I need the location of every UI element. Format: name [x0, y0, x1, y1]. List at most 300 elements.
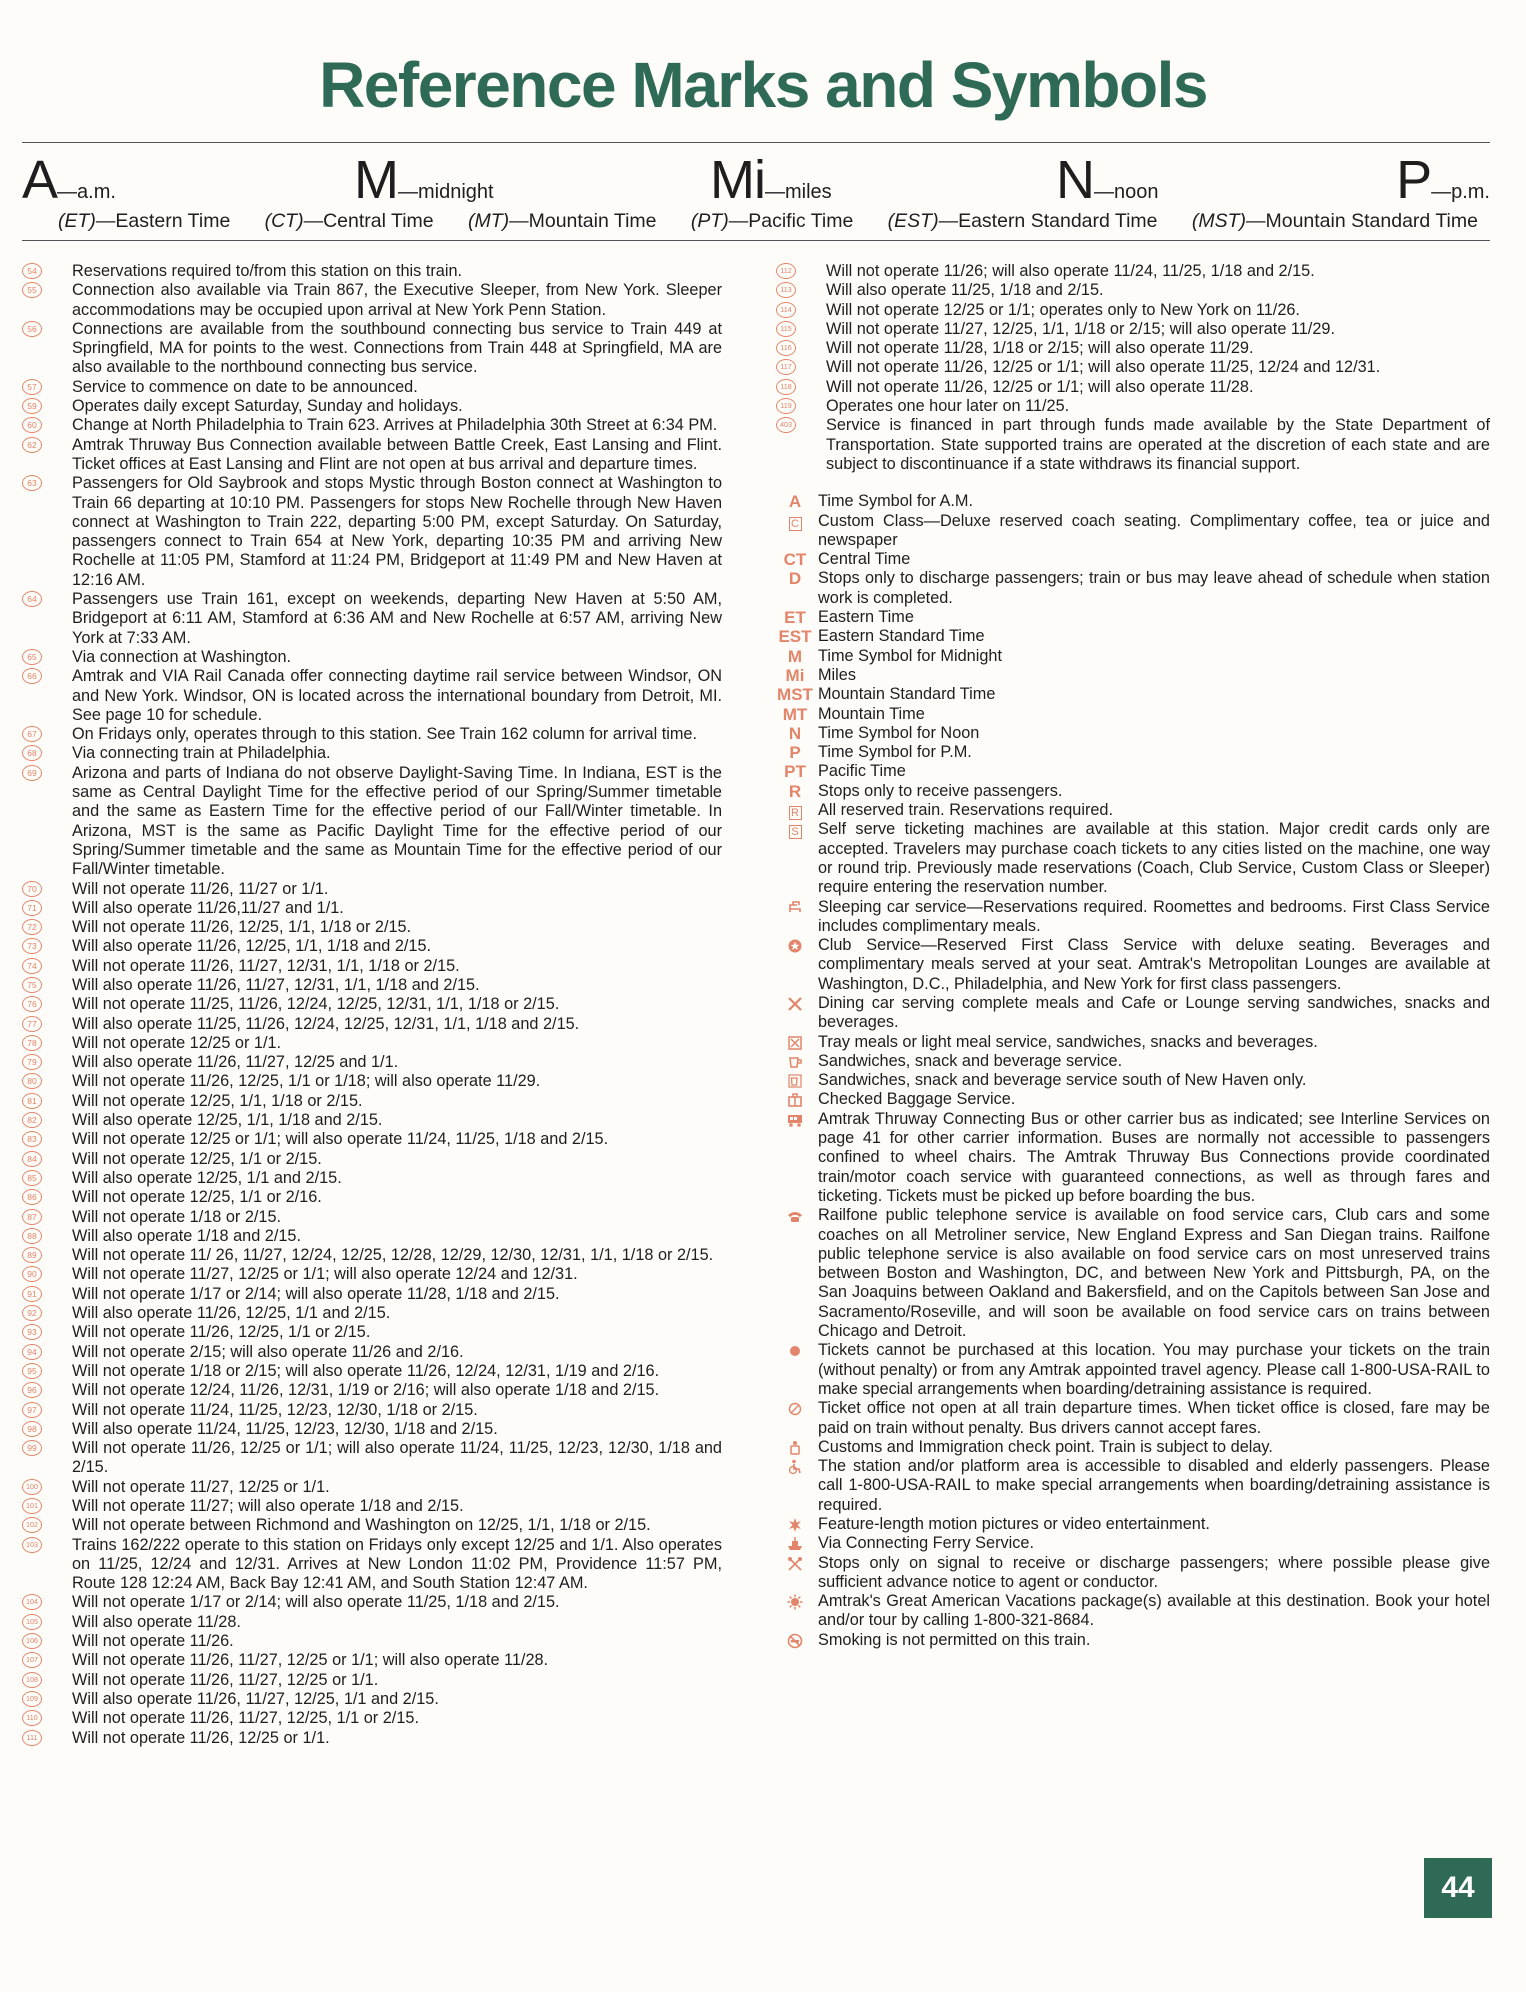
time-zone-label: —Eastern Standard Time	[938, 210, 1158, 232]
note-number-badge: 54	[22, 263, 42, 279]
note-number-badge: 81	[22, 1093, 42, 1109]
note-number-badge: 88	[22, 1228, 42, 1244]
symbol-entry	[776, 512, 1490, 551]
symbol-description: Eastern Standard Time	[818, 627, 985, 646]
reference-note	[22, 1285, 722, 1304]
note-text: Will not operate 11/27, 12/25, 1/1, 1/18 or 2/15; will also operate 11/29.	[826, 319, 1335, 338]
note-number-badge: 73	[22, 938, 42, 954]
symbol-abbreviation: D	[788, 569, 802, 589]
note-text: Will not operate 11/ 26, 11/27, 12/24, 12/25, 12/28, 12/29, 12/30, 12/31, 1/1, 1/18 or 2/15.	[72, 1246, 714, 1265]
note-text: Will not operate 12/25 or 1/1.	[72, 1033, 282, 1052]
reference-note	[22, 1420, 722, 1439]
note-text: Reservations required to/from this station on this train.	[72, 262, 463, 280]
symbol-abbreviation: PT	[784, 762, 806, 782]
note-number-badge: 117	[776, 359, 796, 375]
reference-note	[22, 976, 722, 995]
symbol-entry	[776, 1033, 1490, 1052]
time-zone-item	[888, 210, 1158, 233]
note-text: Change at North Philadelphia to Train 623. Arrives at Philadelphia 30th Street at 6:34 PM.	[72, 416, 718, 435]
reference-note	[776, 378, 1490, 397]
reference-note	[22, 1401, 722, 1420]
symbol-description: Time Symbol for Midnight	[818, 646, 1002, 665]
symbol-entry	[776, 705, 1490, 724]
mark-miles: Mi—miles	[710, 150, 832, 210]
symbol-description: Self serve ticketing machines are available at this station. Major credit cards only are accepted. Travelers may purchase coach tickets to any cities listed on the machine, one way or round trip. Previously made reservations (Coach, Club Service, Custom Class or Sleeper) require entering the reservation number.	[818, 820, 1490, 897]
mark-midnight: M—midnight	[354, 150, 494, 210]
baggage-icon	[776, 1090, 814, 1109]
note-number-badge: 112	[776, 263, 796, 279]
symbol-entry	[776, 1534, 1490, 1553]
time-zone-item	[265, 210, 434, 233]
time-zone-abbr: (PT)	[690, 210, 729, 232]
reference-note	[22, 590, 722, 648]
symbol-entry	[776, 550, 1490, 569]
symbol-description: Stops only to receive passengers.	[818, 781, 1063, 800]
note-text: Will not operate 11/27; will also operate 1/18 and 2/15.	[72, 1497, 464, 1515]
symbol-description: Pacific Time	[818, 762, 906, 781]
symbol-description: Stops only on signal to receive or discharge passengers; where possible please give sufficient advance notice to agent or conductor.	[818, 1553, 1490, 1591]
telephone-icon	[776, 1206, 814, 1225]
symbol-description: Eastern Time	[818, 608, 914, 627]
reference-note	[776, 358, 1490, 377]
note-number-badge: 91	[22, 1286, 42, 1302]
time-zone-item	[468, 210, 657, 233]
symbol-description: Amtrak's Great American Vacations package(s) available at this destination. Book your hotel and/or tour by calling 1-800-321-8684.	[818, 1592, 1490, 1630]
time-zone-abbr: (MT)	[467, 210, 510, 232]
bus-icon	[776, 1110, 814, 1129]
note-number-badge: 71	[22, 900, 42, 916]
sleeper-icon	[776, 898, 814, 917]
reference-note	[22, 378, 722, 397]
reference-note	[22, 1150, 722, 1169]
note-text: Will not operate 1/17 or 2/14; will also operate 11/28, 1/18 and 2/15.	[72, 1284, 560, 1303]
note-text: Will also operate 12/25, 1/1, 1/18 and 2/15.	[72, 1111, 383, 1130]
symbol-description: Mountain Standard Time	[818, 685, 996, 704]
reference-note	[22, 899, 722, 918]
flag-stop-icon	[776, 1554, 814, 1573]
reference-note	[22, 1265, 722, 1284]
note-text: Will not operate 11/26, 12/25, 1/1, 1/18 or 2/15.	[72, 918, 412, 937]
note-number-badge: 105	[22, 1614, 42, 1630]
symbol-description: Mountain Time	[818, 704, 925, 723]
symbol-description: Central Time	[818, 550, 911, 569]
note-number-badge: 99	[22, 1440, 42, 1456]
time-zone-label: —Mountain Standard Time	[1245, 210, 1478, 232]
symbol-abbreviation: EST	[778, 627, 812, 647]
note-number-badge: 119	[776, 398, 796, 414]
symbol-entry	[776, 1438, 1490, 1457]
symbol-description: The station and/or platform area is accessible to disabled and elderly passengers. Please call 1-800-USA-RAIL to make special arrangements when boarding/detraining assistance is required.	[818, 1457, 1490, 1514]
time-marks-row	[22, 150, 1490, 210]
note-number-badge: 62	[22, 437, 42, 453]
no-ticket-office-icon	[776, 1399, 814, 1418]
symbol-description: Railfone public telephone service is available on food service cars, Club cars and some coaches on all Metroliner service, New England Express and San Diegan trains. Railfone public telephone service is also available on food service cars on most unreserved trains between Boston and Washington, DC, and between New York and Pittsburgh, PA, on the San Joaquins between Oakland and Bakersfield, and on the Capitols between San Jose and Sacramento/Roseville, and will soon be available on food service cars on trains between Chicago and Detroit.	[818, 1206, 1490, 1341]
note-number-badge: 98	[22, 1421, 42, 1437]
note-text: Will not operate between Richmond and Washington on 12/25, 1/1, 1/18 or 2/15.	[72, 1516, 651, 1535]
symbol-entry	[776, 1554, 1490, 1593]
symbol-abbreviation: A	[788, 492, 802, 512]
symbol-entry	[776, 1515, 1490, 1534]
reference-note	[22, 957, 722, 976]
note-number-badge: 86	[22, 1189, 42, 1205]
note-text: Service is financed in part through funds made available by the State Department of Transportation. State supported trains are operated at the discretion of each state and are subject to discontinuance if a state withdraws its financial support.	[826, 416, 1490, 473]
note-text: Will not operate 11/26, 11/27, 12/31, 1/1, 1/18 or 2/15.	[72, 956, 460, 975]
header-divider	[22, 240, 1490, 241]
reference-note	[22, 1227, 722, 1246]
note-number-badge: 79	[22, 1054, 42, 1070]
note-text: Via connecting train at Philadelphia.	[72, 744, 331, 763]
reference-note	[22, 1497, 722, 1516]
symbol-entry	[776, 608, 1490, 627]
symbol-description: Sleeping car service—Reservations required. Roomettes and bedrooms. First Class Service includes complimentary meals.	[818, 897, 1490, 935]
note-text: Will not operate 11/26, 11/27, 12/25, 1/1 or 2/15.	[72, 1709, 419, 1728]
cup-partial-icon	[776, 1071, 814, 1090]
symbol-description: Miles	[818, 665, 856, 684]
note-number-badge: 85	[22, 1170, 42, 1186]
note-number-badge: 97	[22, 1402, 42, 1418]
top-divider	[22, 142, 1490, 143]
note-text: Will also operate 11/26, 11/27, 12/25, 1/1 and 2/15.	[72, 1689, 439, 1708]
note-number-badge: 57	[22, 379, 42, 395]
reference-note	[22, 1478, 722, 1497]
note-text: Will also operate 1/18 and 2/15.	[72, 1226, 301, 1245]
reference-note	[22, 1092, 722, 1111]
reference-note	[22, 1343, 722, 1362]
dining-icon	[776, 994, 814, 1013]
note-number-badge: 66	[22, 668, 42, 684]
numbered-notes-right	[776, 262, 1490, 474]
note-number-badge: 103	[22, 1537, 42, 1553]
symbol-entry	[776, 569, 1490, 608]
symbol-abbreviation: M	[787, 646, 803, 666]
symbol-entry	[776, 994, 1490, 1033]
reference-note	[22, 262, 722, 281]
symbol-entry	[776, 1592, 1490, 1631]
note-number-badge: 95	[22, 1363, 42, 1379]
note-text: Will not operate 2/15; will also operate 11/26 and 2/16.	[72, 1342, 464, 1361]
reference-note	[776, 281, 1490, 300]
symbol-abbreviation: N	[788, 723, 802, 743]
symbol-entry	[776, 685, 1490, 704]
note-number-badge: 113	[776, 282, 796, 298]
reference-note	[22, 1439, 722, 1478]
boxed-letter: S	[789, 825, 802, 839]
time-zone-abbr: (EST)	[887, 210, 939, 232]
boxed-letter: C	[789, 517, 802, 531]
note-number-badge: 114	[776, 302, 796, 318]
note-number-badge: 110	[22, 1710, 42, 1726]
wheelchair-icon	[776, 1457, 814, 1476]
reference-note	[22, 1111, 722, 1130]
note-text: Will not operate 12/25, 1/1 or 2/16.	[72, 1188, 322, 1207]
note-text: On Fridays only, operates through to this station. See Train 162 column for arrival time.	[72, 725, 698, 744]
symbol-description: Ticket office not open at all train departure times. When ticket office is closed, fare may be paid on train without penalty. Bus drivers cannot accept fares.	[818, 1399, 1490, 1437]
symbol-description: Custom Class—Deluxe reserved coach seating. Complimentary coffee, tea or juice and newspaper	[818, 511, 1490, 549]
reference-note	[776, 397, 1490, 416]
note-number-badge: 403	[776, 417, 796, 433]
boxed-c-symbol	[776, 512, 814, 531]
boxed-r-symbol	[776, 801, 814, 820]
tray-meal-icon	[776, 1033, 814, 1052]
reference-note	[22, 918, 722, 937]
reference-note	[22, 725, 722, 744]
reference-note	[22, 1671, 722, 1690]
club-service-icon	[776, 936, 814, 955]
symbol-description: Checked Baggage Service.	[818, 1090, 1016, 1109]
reference-note	[22, 995, 722, 1014]
note-number-badge: 89	[22, 1247, 42, 1263]
note-text: Will not operate 11/25, 11/26, 12/24, 12/25, 12/31, 1/1, 1/18 or 2/15.	[72, 995, 560, 1014]
reference-note	[776, 339, 1490, 358]
symbol-entry	[776, 801, 1490, 820]
note-number-badge: 76	[22, 996, 42, 1012]
note-number-badge: 104	[22, 1594, 42, 1610]
note-number-badge: 87	[22, 1209, 42, 1225]
symbol-entry	[776, 936, 1490, 994]
note-number-badge: 78	[22, 1035, 42, 1051]
reference-note	[22, 1188, 722, 1207]
symbol-description: Via Connecting Ferry Service.	[818, 1534, 1034, 1553]
note-text: Will not operate 11/26, 12/25 or 1/1; will also operate 11/28.	[826, 377, 1254, 396]
note-number-badge: 80	[22, 1073, 42, 1089]
reference-notes-left	[22, 262, 722, 1748]
note-text: Passengers for Old Saybrook and stops Mystic through Boston connect at Washington to Train 66 departing at 10:10 PM. Passengers for stops New Rochelle through New Haven connect at Washington to Train 222, departing 5:00 PM, except Saturday. On Saturday, passengers connect to Train 654 at New York, departing 10:35 PM and arriving New Rochelle at 11:05 PM, Stamford at 11:24 PM, Bridgeport at 11:49 PM and New Haven at 12:16 AM.	[72, 474, 722, 589]
reference-note	[22, 320, 722, 378]
note-number-badge: 60	[22, 417, 42, 433]
note-number-badge: 65	[22, 649, 42, 665]
symbol-entry	[776, 743, 1490, 762]
reference-note	[776, 320, 1490, 339]
time-zone-label: —Eastern Time	[95, 210, 231, 232]
reference-note	[22, 764, 722, 880]
reference-note	[22, 648, 722, 667]
boxed-letter: R	[789, 806, 802, 820]
boxed-s-symbol	[776, 820, 814, 839]
note-text: Will also operate 11/26, 12/25, 1/1 and 2/15.	[72, 1304, 391, 1323]
reference-note	[22, 1130, 722, 1149]
reference-note	[22, 1651, 722, 1670]
symbol-description: Time Symbol for P.M.	[818, 743, 972, 762]
note-number-badge: 56	[22, 321, 42, 337]
note-text: Connections are available from the southbound connecting bus service to Train 449 at Springfield, MA for points to the west. Connections from Train 448 at Springfield, MA are also available to the northbound connecting bus service.	[72, 319, 722, 377]
note-text: Will also operate 11/28.	[72, 1612, 241, 1631]
note-number-badge: 109	[22, 1691, 42, 1707]
note-number-badge: 92	[22, 1305, 42, 1321]
vacations-icon	[776, 1592, 814, 1611]
note-number-badge: 67	[22, 726, 42, 742]
note-text: Will also operate 11/26, 11/27, 12/31, 1/1, 1/18 and 2/15.	[72, 975, 480, 994]
note-text: Operates daily except Saturday, Sunday and holidays.	[72, 397, 463, 416]
symbol-entry	[776, 666, 1490, 685]
note-text: Will not operate 12/25 or 1/1; will also operate 11/24, 11/25, 1/18 and 2/15.	[72, 1130, 609, 1149]
symbol-description: Time Symbol for Noon	[818, 723, 980, 742]
note-number-badge: 93	[22, 1324, 42, 1340]
dot-icon	[776, 1341, 814, 1360]
symbol-abbreviation: ET	[784, 608, 806, 628]
note-number-badge: 94	[22, 1344, 42, 1360]
symbol-entry	[776, 820, 1490, 897]
note-text: Will also operate 11/26, 12/25, 1/1, 1/18 and 2/15.	[72, 937, 432, 956]
note-text: Will not operate 11/26, 12/25, 1/1 or 1/18; will also operate 11/29.	[72, 1072, 541, 1091]
mark-am: A—a.m.	[22, 150, 116, 210]
symbol-description: Tickets cannot be purchased at this location. You may purchase your tickets on the train (without penalty) or from any Amtrak appointed travel agency. Please call 1-800-USA-RAIL to make special arrangements when boarding/detraining assistance is required.	[818, 1341, 1490, 1398]
reference-note	[22, 1323, 722, 1342]
no-smoking-icon	[776, 1631, 814, 1650]
symbol-abbreviation: MT	[782, 704, 808, 724]
reference-note	[22, 1015, 722, 1034]
symbol-abbreviation: MST	[777, 685, 813, 705]
symbol-abbreviation: Mi	[785, 665, 805, 685]
symbol-description: Stops only to discharge passengers; train or bus may leave ahead of schedule when station work is completed.	[818, 569, 1490, 607]
reference-note	[776, 301, 1490, 320]
note-text: Will also operate 11/25, 1/18 and 2/15.	[826, 281, 1104, 300]
note-number-badge: 108	[22, 1672, 42, 1688]
note-number-badge: 83	[22, 1131, 42, 1147]
symbol-entry	[776, 724, 1490, 743]
time-zone-item	[1192, 210, 1478, 233]
note-text: Will not operate 12/24, 11/26, 12/31, 1/19 or 2/16; will also operate 1/18 and 2/15.	[72, 1381, 660, 1400]
reference-note	[22, 880, 722, 899]
note-text: Trains 162/222 operate to this station on Fridays only except 12/25 and 1/1. Also operates on 11/25, 12/24 and 12/31. Arrives at New London 11:02 PM, Providence 11:57 PM, Route 128 12:24 AM, Back Bay 12:41 AM, and South Station 12:47 AM.	[72, 1535, 722, 1593]
symbol-description: Dining car serving complete meals and Cafe or Lounge serving sandwiches, snacks and beverages.	[818, 993, 1490, 1032]
reference-note	[22, 1381, 722, 1400]
reference-note	[22, 474, 722, 590]
note-number-badge: 77	[22, 1016, 42, 1032]
time-zone-row	[58, 210, 1478, 233]
note-number-badge: 102	[22, 1517, 42, 1533]
symbol-entry	[776, 1052, 1490, 1071]
symbol-entry	[776, 898, 1490, 937]
symbol-legend	[776, 492, 1490, 1650]
reference-note	[22, 436, 722, 475]
note-text: Will not operate 1/17 or 2/14; will also operate 11/25, 1/18 and 2/15.	[72, 1593, 560, 1612]
reference-note	[22, 1613, 722, 1632]
time-zone-abbr: (MST)	[1191, 210, 1246, 232]
symbol-entry	[776, 647, 1490, 666]
reference-note	[22, 1169, 722, 1188]
note-number-badge: 69	[22, 765, 42, 781]
reference-note	[22, 1536, 722, 1594]
symbol-entry	[776, 1457, 1490, 1515]
note-number-badge: 116	[776, 340, 796, 356]
note-text: Will not operate 11/26, 11/27 or 1/1.	[72, 879, 329, 898]
customs-icon	[776, 1438, 814, 1457]
symbol-description: Sandwiches, snack and beverage service south of New Haven only.	[818, 1071, 1307, 1090]
note-text: Will not operate 11/26.	[72, 1632, 234, 1651]
reference-note	[22, 1362, 722, 1381]
note-number-badge: 75	[22, 977, 42, 993]
note-text: Arizona and parts of Indiana do not observe Daylight-Saving Time. In Indiana, EST is the same as Central Daylight Time for the effective period of our Spring/Summer timetable and the same as Eastern Time for the effective period of our Fall/Winter timetable. In Arizona, MST is the same as Pacific Daylight Time for the effective period of our Spring/Summer timetable and the same as Mountain Time for the effective period of our Fall/Winter timetable.	[72, 763, 722, 879]
reference-notes-right	[776, 262, 1490, 1650]
symbol-description: Club Service—Reserved First Class Service with deluxe seating. Beverages and complimentary meals served at your seat. Amtrak's Metropolitan Lounges are available at Washington, D.C., Philadelphia, and New York for first class passengers.	[818, 936, 1490, 993]
cup-icon	[776, 1052, 814, 1071]
note-text: Service to commence on date to be announced.	[72, 377, 418, 396]
time-zone-abbr: (CT)	[264, 210, 304, 232]
symbol-entry	[776, 1399, 1490, 1438]
reference-note	[22, 281, 722, 320]
note-text: Amtrak and VIA Rail Canada offer connecting daytime rail service between Windsor, ON and New York. Windsor, ON is located across the international boundary from Detroit, MI. See page 10 for schedule.	[72, 667, 722, 724]
note-number-badge: 84	[22, 1151, 42, 1167]
symbol-entry	[776, 1071, 1490, 1090]
note-text: Operates one hour later on 11/25.	[826, 397, 1070, 416]
mark-pm: P—p.m.	[1396, 150, 1490, 210]
time-zone-label: —Mountain Time	[509, 210, 657, 232]
reference-note	[22, 1053, 722, 1072]
note-number-badge: 59	[22, 398, 42, 414]
note-text: Will also operate 11/26,11/27 and 1/1.	[72, 898, 344, 917]
reference-note	[22, 1729, 722, 1748]
note-text: Via connection at Washington.	[72, 647, 292, 666]
note-text: Will also operate 11/24, 11/25, 12/23, 12/30, 1/18 and 2/15.	[72, 1419, 498, 1438]
note-number-badge: 82	[22, 1112, 42, 1128]
symbol-description: Sandwiches, snack and beverage service.	[818, 1051, 1123, 1070]
symbol-description: Feature-length motion pictures or video entertainment.	[818, 1515, 1210, 1533]
time-zone-abbr: (ET)	[58, 210, 96, 232]
symbol-entry	[776, 782, 1490, 801]
reference-note	[22, 1632, 722, 1651]
time-zone-item	[691, 210, 854, 233]
symbol-abbreviation: P	[789, 743, 801, 763]
symbol-description: All reserved train. Reservations required.	[818, 801, 1114, 820]
note-number-badge: 70	[22, 881, 42, 897]
time-zone-item	[58, 210, 230, 233]
symbol-entry	[776, 1090, 1490, 1109]
symbol-entry	[776, 762, 1490, 781]
note-number-badge: 72	[22, 919, 42, 935]
note-number-badge: 111	[22, 1730, 42, 1746]
note-text: Will not operate 11/27, 12/25 or 1/1; will also operate 12/24 and 12/31.	[72, 1265, 578, 1284]
note-text: Connection also available via Train 867, the Executive Sleeper, from New York. Sleeper accommodations may be occupied upon arrival at New York Penn Station.	[72, 281, 722, 319]
reference-note	[22, 1516, 722, 1535]
note-number-badge: 107	[22, 1652, 42, 1668]
note-text: Will not operate 11/26, 11/27, 12/25 or 1/1.	[72, 1670, 379, 1689]
note-text: Will not operate 11/26, 12/25, 1/1 or 2/15.	[72, 1323, 371, 1342]
ferry-icon	[776, 1534, 814, 1553]
reference-note	[776, 262, 1490, 281]
note-text: Amtrak Thruway Bus Connection available between Battle Creek, East Lansing and Flint. Ticket offices at East Lansing and Flint are not open at bus arrival and departure times.	[72, 435, 722, 473]
reference-note	[22, 1593, 722, 1612]
reference-note	[22, 1304, 722, 1323]
note-text: Will not operate 12/25 or 1/1; operates only to New York on 11/26.	[826, 300, 1300, 319]
symbol-description: Amtrak Thruway Connecting Bus or other carrier bus as indicated; see Interline Services on page 41 for other carrier information. Buses are normally not accessible to passengers confined to wheel chairs. The Amtrak Thruway Bus Connections provide coordinated train/motor coach service with guaranteed connections, as well as through fares and ticketing. Tickets must be picked up before boarding the bus.	[818, 1109, 1490, 1205]
mark-noon: N—noon	[1056, 150, 1159, 210]
reference-note	[776, 416, 1490, 474]
symbol-description: Smoking is not permitted on this train.	[818, 1630, 1091, 1649]
note-text: Will also operate 11/26, 11/27, 12/25 and 1/1.	[72, 1053, 399, 1072]
note-number-badge: 74	[22, 958, 42, 974]
reference-note	[22, 1072, 722, 1091]
note-number-badge: 101	[22, 1498, 42, 1514]
note-text: Will not operate 12/25, 1/1, 1/18 or 2/15.	[72, 1091, 363, 1110]
note-number-badge: 90	[22, 1266, 42, 1282]
note-number-badge: 55	[22, 282, 42, 298]
note-number-badge: 63	[22, 475, 42, 491]
reference-note	[22, 397, 722, 416]
reference-note	[22, 416, 722, 435]
symbol-description: Customs and Immigration check point. Train is subject to delay.	[818, 1437, 1273, 1456]
reference-note	[22, 744, 722, 763]
note-number-badge: 115	[776, 321, 796, 337]
movie-icon	[776, 1515, 814, 1534]
time-zone-label: —Pacific Time	[728, 210, 854, 232]
note-number-badge: 100	[22, 1479, 42, 1495]
page-title: Reference Marks and Symbols	[319, 49, 1207, 121]
note-text: Will not operate 11/26, 12/25 or 1/1; will also operate 11/24, 11/25, 12/23, 12/30, 1/18 and 2/15.	[72, 1439, 722, 1477]
symbol-entry	[776, 1631, 1490, 1650]
page-number: 44	[1424, 1858, 1492, 1918]
note-number-badge: 118	[776, 379, 796, 395]
note-text: Will not operate 11/26, 12/25 or 1/1; will also operate 11/25, 12/24 and 12/31.	[826, 358, 1381, 377]
